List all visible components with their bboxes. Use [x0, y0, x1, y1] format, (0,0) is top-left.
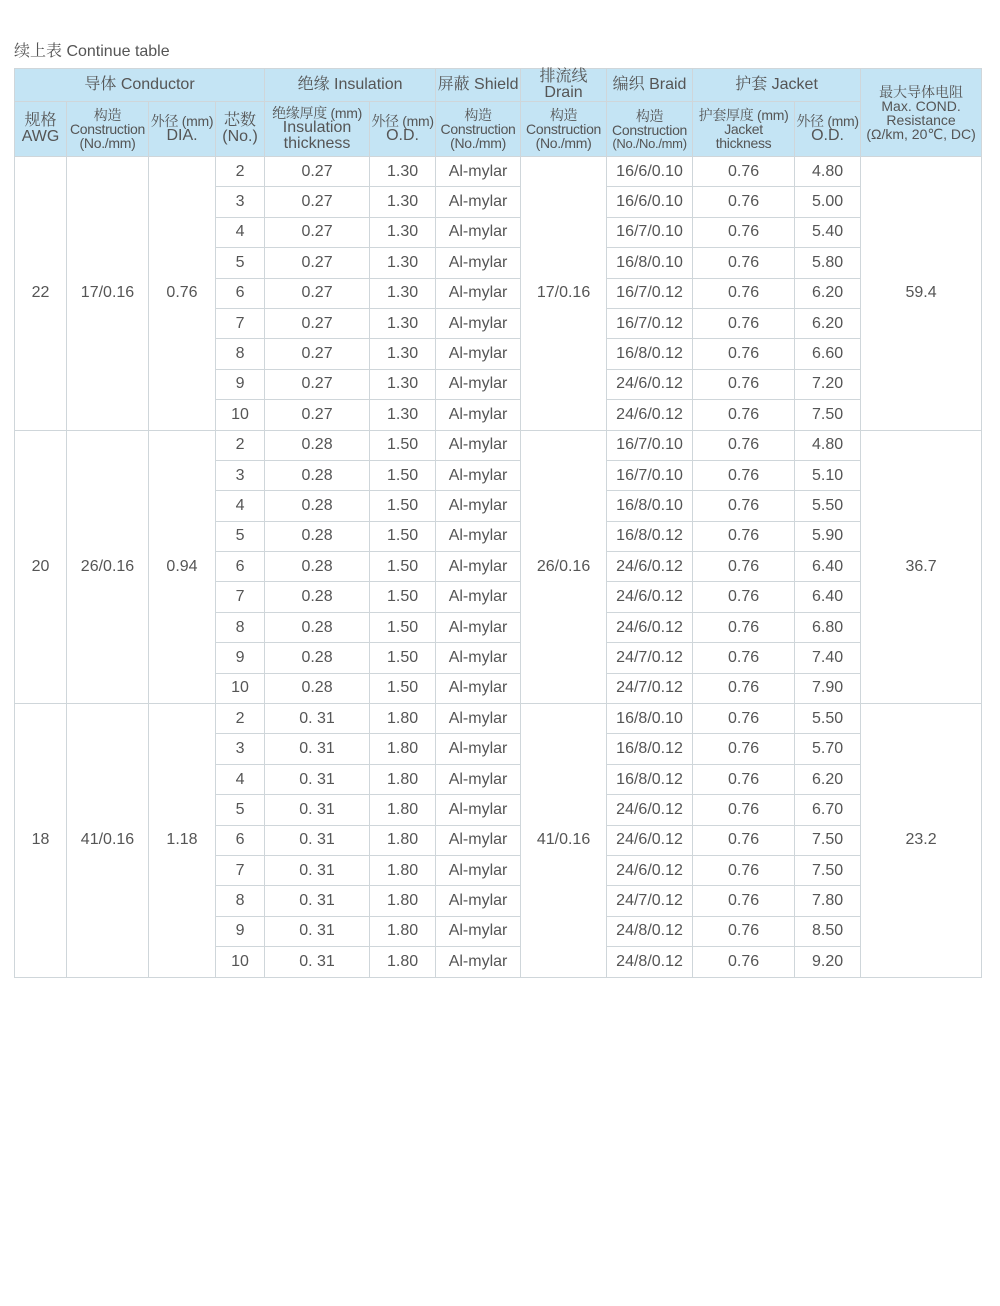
cell-shield: Al-mylar	[436, 217, 521, 247]
cell-ins-thickness: 0. 31	[265, 825, 370, 855]
cell-shield: Al-mylar	[436, 947, 521, 977]
cell-braid: 16/8/0.12	[607, 521, 693, 551]
cell-cores: 4	[216, 491, 265, 521]
col-drain-en: Construction	[526, 121, 602, 137]
cell-ins-thickness: 0.28	[265, 612, 370, 642]
cell-jk-thickness: 0.76	[693, 643, 795, 673]
col-cores	[216, 102, 265, 157]
cell-ins-od: 1.30	[370, 400, 436, 430]
cell-braid: 24/6/0.12	[607, 855, 693, 885]
col-ins-thickness-en1: Insulation	[282, 119, 352, 136]
cell-jk-od: 4.80	[795, 430, 861, 460]
col-jacket-od	[795, 102, 861, 157]
cell-resistance: 59.4	[861, 157, 982, 431]
cell-jk-od: 7.80	[795, 886, 861, 916]
cell-awg: 18	[15, 704, 67, 978]
cell-braid: 24/8/0.12	[607, 947, 693, 977]
cell-ins-thickness: 0.28	[265, 430, 370, 460]
cell-jk-od: 5.40	[795, 217, 861, 247]
cell-braid: 16/6/0.10	[607, 187, 693, 217]
cell-cond-dia: 0.94	[149, 430, 216, 704]
col-cond-dia-en: DIA.	[166, 127, 198, 144]
cell-cores: 9	[216, 369, 265, 399]
col-awg-zh: 规格	[24, 112, 57, 129]
cell-ins-thickness: 0.27	[265, 339, 370, 369]
cell-cores: 6	[216, 552, 265, 582]
cell-ins-od: 1.80	[370, 734, 436, 764]
cell-ins-thickness: 0.28	[265, 582, 370, 612]
col-cores-en: (No.)	[222, 128, 258, 145]
cell-braid: 24/8/0.12	[607, 916, 693, 946]
cell-ins-thickness: 0. 31	[265, 855, 370, 885]
cell-braid: 24/6/0.12	[607, 400, 693, 430]
cell-shield: Al-mylar	[436, 521, 521, 551]
cell-shield: Al-mylar	[436, 825, 521, 855]
col-shield-zh: 构造	[464, 107, 492, 123]
table-row	[15, 430, 982, 460]
header-shield: 屏蔽 Shield	[436, 69, 521, 102]
cell-braid: 24/6/0.12	[607, 612, 693, 642]
cell-shield: Al-mylar	[436, 764, 521, 794]
cell-ins-od: 1.50	[370, 582, 436, 612]
cell-cores: 10	[216, 947, 265, 977]
cell-jk-od: 8.50	[795, 916, 861, 946]
cell-jk-od: 7.40	[795, 643, 861, 673]
cell-ins-od: 1.80	[370, 855, 436, 885]
cell-braid: 16/8/0.12	[607, 339, 693, 369]
cell-cores: 2	[216, 704, 265, 734]
cell-ins-thickness: 0.28	[265, 460, 370, 490]
cell-ins-thickness: 0. 31	[265, 734, 370, 764]
cell-drain: 26/0.16	[521, 430, 607, 704]
cell-cores: 5	[216, 795, 265, 825]
cell-ins-od: 1.50	[370, 643, 436, 673]
cell-jk-od: 5.00	[795, 187, 861, 217]
cell-ins-od: 1.80	[370, 764, 436, 794]
cell-cores: 9	[216, 916, 265, 946]
cell-cond-construction: 17/0.16	[67, 157, 149, 431]
cell-shield: Al-mylar	[436, 582, 521, 612]
cell-ins-od: 1.80	[370, 825, 436, 855]
cell-cores: 2	[216, 430, 265, 460]
cell-shield: Al-mylar	[436, 339, 521, 369]
cell-jk-thickness: 0.76	[693, 369, 795, 399]
cell-resistance: 36.7	[861, 430, 982, 704]
cell-ins-thickness: 0.28	[265, 521, 370, 551]
cell-ins-thickness: 0.27	[265, 400, 370, 430]
col-jacket-thickness	[693, 102, 795, 157]
header-drain: 排流线 Drain	[521, 69, 607, 102]
cell-jk-thickness: 0.76	[693, 825, 795, 855]
col-cond-construction-en: Construction	[70, 121, 145, 137]
cell-jk-thickness: 0.76	[693, 734, 795, 764]
cell-shield: Al-mylar	[436, 673, 521, 703]
cell-cores: 4	[216, 764, 265, 794]
cell-jk-thickness: 0.76	[693, 460, 795, 490]
cell-jk-thickness: 0.76	[693, 582, 795, 612]
cell-shield: Al-mylar	[436, 704, 521, 734]
cell-cond-construction: 26/0.16	[67, 430, 149, 704]
cell-cond-dia: 1.18	[149, 704, 216, 978]
cell-jk-thickness: 0.76	[693, 916, 795, 946]
cell-shield: Al-mylar	[436, 886, 521, 916]
cell-shield: Al-mylar	[436, 430, 521, 460]
cell-shield: Al-mylar	[436, 278, 521, 308]
col-jk-thickness-en2: thickness	[715, 135, 772, 151]
col-awg-en: AWG	[21, 128, 60, 145]
cell-braid: 16/8/0.10	[607, 491, 693, 521]
cell-ins-thickness: 0.27	[265, 248, 370, 278]
cell-jk-od: 5.50	[795, 704, 861, 734]
cell-cores: 7	[216, 855, 265, 885]
cell-braid: 16/8/0.10	[607, 248, 693, 278]
cell-braid: 16/6/0.10	[607, 157, 693, 187]
cell-ins-thickness: 0.27	[265, 369, 370, 399]
col-ins-thickness	[265, 102, 370, 157]
cell-jk-od: 6.20	[795, 278, 861, 308]
cell-braid: 24/7/0.12	[607, 673, 693, 703]
cell-jk-thickness: 0.76	[693, 855, 795, 885]
cell-shield: Al-mylar	[436, 400, 521, 430]
cell-shield: Al-mylar	[436, 916, 521, 946]
cell-ins-thickness: 0. 31	[265, 764, 370, 794]
col-cond-dia-zh: 外径 (mm)	[150, 113, 214, 129]
cell-jk-thickness: 0.76	[693, 248, 795, 278]
col-cond-dia	[149, 102, 216, 157]
cell-cores: 7	[216, 582, 265, 612]
cell-braid: 16/7/0.12	[607, 308, 693, 338]
cell-braid: 16/7/0.10	[607, 217, 693, 247]
col-ins-thickness-en2: thickness	[283, 135, 351, 152]
cell-ins-thickness: 0.28	[265, 491, 370, 521]
cell-ins-od: 1.50	[370, 430, 436, 460]
cell-cores: 4	[216, 217, 265, 247]
cell-drain: 17/0.16	[521, 157, 607, 431]
header-resistance	[861, 69, 982, 157]
cell-braid: 16/7/0.10	[607, 460, 693, 490]
cell-cores: 10	[216, 673, 265, 703]
col-cond-construction-unit: (No./mm)	[79, 135, 136, 151]
cell-shield: Al-mylar	[436, 460, 521, 490]
cell-jk-thickness: 0.76	[693, 704, 795, 734]
header-jacket: 护套 Jacket	[693, 69, 861, 102]
col-shield-unit: (No./mm)	[450, 135, 507, 151]
cell-jk-thickness: 0.76	[693, 157, 795, 187]
cell-braid: 16/7/0.12	[607, 278, 693, 308]
cell-ins-thickness: 0. 31	[265, 947, 370, 977]
header-insulation: 绝缘 Insulation	[265, 69, 436, 102]
header-braid: 编织 Braid	[607, 69, 693, 102]
cell-jk-od: 6.40	[795, 582, 861, 612]
cell-braid: 16/8/0.10	[607, 704, 693, 734]
cell-shield: Al-mylar	[436, 157, 521, 187]
header-resistance-en1: Max. COND.	[881, 97, 961, 114]
cell-jk-thickness: 0.76	[693, 430, 795, 460]
col-jk-od-zh: 外径 (mm)	[796, 113, 859, 129]
col-drain-construction	[521, 102, 607, 157]
cell-awg: 20	[15, 430, 67, 704]
cell-ins-thickness: 0.28	[265, 643, 370, 673]
cell-ins-od: 1.30	[370, 217, 436, 247]
cell-ins-thickness: 0. 31	[265, 795, 370, 825]
cell-ins-od: 1.30	[370, 339, 436, 369]
cell-braid: 24/6/0.12	[607, 369, 693, 399]
cell-braid: 24/7/0.12	[607, 886, 693, 916]
cell-cores: 9	[216, 643, 265, 673]
cell-jk-od: 9.20	[795, 947, 861, 977]
cell-ins-od: 1.80	[370, 947, 436, 977]
cell-jk-thickness: 0.76	[693, 764, 795, 794]
col-cond-construction	[67, 102, 149, 157]
col-ins-od-zh: 外径 (mm)	[371, 113, 434, 129]
cell-cores: 3	[216, 460, 265, 490]
cell-jk-thickness: 0.76	[693, 521, 795, 551]
cell-ins-thickness: 0. 31	[265, 704, 370, 734]
col-drain-zh: 构造	[549, 107, 578, 123]
cell-cores: 8	[216, 886, 265, 916]
cell-jk-od: 5.10	[795, 460, 861, 490]
cell-jk-od: 7.90	[795, 673, 861, 703]
cell-jk-od: 6.60	[795, 339, 861, 369]
cell-shield: Al-mylar	[436, 612, 521, 642]
cell-ins-od: 1.30	[370, 157, 436, 187]
cell-ins-od: 1.30	[370, 187, 436, 217]
cell-jk-thickness: 0.76	[693, 308, 795, 338]
cell-jk-od: 7.50	[795, 400, 861, 430]
cell-ins-od: 1.80	[370, 886, 436, 916]
col-jk-thickness-zh: 护套厚度 (mm)	[698, 107, 789, 123]
cell-ins-od: 1.50	[370, 552, 436, 582]
cell-jk-od: 5.70	[795, 734, 861, 764]
spec-table	[14, 68, 982, 978]
cell-jk-thickness: 0.76	[693, 947, 795, 977]
col-braid-zh: 构造	[635, 107, 664, 124]
col-shield-construction	[436, 102, 521, 157]
col-braid-unit: (No./No./mm)	[612, 135, 687, 151]
cell-cores: 8	[216, 339, 265, 369]
cell-ins-thickness: 0.27	[265, 217, 370, 247]
cell-braid: 24/6/0.12	[607, 825, 693, 855]
cell-ins-od: 1.30	[370, 248, 436, 278]
cell-ins-thickness: 0.27	[265, 308, 370, 338]
cell-ins-thickness: 0.28	[265, 552, 370, 582]
cell-jk-od: 6.70	[795, 795, 861, 825]
cell-jk-thickness: 0.76	[693, 886, 795, 916]
cell-jk-thickness: 0.76	[693, 491, 795, 521]
cell-drain: 41/0.16	[521, 704, 607, 978]
cell-braid: 16/7/0.10	[607, 430, 693, 460]
cell-ins-thickness: 0. 31	[265, 886, 370, 916]
cell-jk-od: 4.80	[795, 157, 861, 187]
cell-jk-od: 7.50	[795, 855, 861, 885]
cell-ins-od: 1.50	[370, 673, 436, 703]
cell-jk-thickness: 0.76	[693, 217, 795, 247]
cell-jk-od: 6.80	[795, 612, 861, 642]
cell-jk-thickness: 0.76	[693, 400, 795, 430]
cell-ins-od: 1.50	[370, 521, 436, 551]
cell-braid: 24/6/0.12	[607, 552, 693, 582]
header-conductor: 导体 Conductor	[15, 69, 265, 102]
cell-jk-od: 7.50	[795, 825, 861, 855]
cell-shield: Al-mylar	[436, 855, 521, 885]
cell-braid: 24/7/0.12	[607, 643, 693, 673]
cell-cond-dia: 0.76	[149, 157, 216, 431]
col-shield-en: Construction	[440, 121, 516, 137]
col-braid-en: Construction	[612, 121, 688, 138]
table-header	[15, 69, 982, 157]
cell-jk-thickness: 0.76	[693, 552, 795, 582]
col-jk-od-en: O.D.	[811, 127, 844, 144]
cell-ins-od: 1.50	[370, 612, 436, 642]
cell-shield: Al-mylar	[436, 369, 521, 399]
cell-resistance: 23.2	[861, 704, 982, 978]
cell-jk-od: 6.40	[795, 552, 861, 582]
cell-ins-thickness: 0.27	[265, 157, 370, 187]
cell-cores: 5	[216, 248, 265, 278]
cell-ins-thickness: 0.28	[265, 673, 370, 703]
cell-ins-thickness: 0.27	[265, 187, 370, 217]
cell-ins-od: 1.30	[370, 369, 436, 399]
table-body	[15, 157, 982, 978]
col-ins-thickness-zh: 绝缘厚度 (mm)	[272, 105, 362, 121]
cell-jk-thickness: 0.76	[693, 187, 795, 217]
table-row	[15, 157, 982, 187]
cell-cores: 7	[216, 308, 265, 338]
cell-shield: Al-mylar	[436, 795, 521, 825]
cell-ins-od: 1.30	[370, 308, 436, 338]
cell-shield: Al-mylar	[436, 643, 521, 673]
cell-shield: Al-mylar	[436, 248, 521, 278]
cell-braid: 16/8/0.12	[607, 764, 693, 794]
header-resistance-unit: (Ω/km, 20℃, DC)	[866, 125, 976, 142]
col-cores-zh: 芯数	[224, 112, 257, 129]
table-row	[15, 704, 982, 734]
cell-jk-thickness: 0.76	[693, 673, 795, 703]
page-title: 续上表 Continue table	[14, 43, 170, 60]
cell-cond-construction: 41/0.16	[67, 704, 149, 978]
cell-cores: 5	[216, 521, 265, 551]
cell-ins-thickness: 0.27	[265, 278, 370, 308]
cell-cores: 2	[216, 157, 265, 187]
col-cond-construction-zh: 构造	[93, 107, 122, 123]
col-ins-od	[370, 102, 436, 157]
cell-jk-od: 6.20	[795, 308, 861, 338]
cell-ins-od: 1.50	[370, 491, 436, 521]
cell-jk-thickness: 0.76	[693, 339, 795, 369]
col-awg	[15, 102, 67, 157]
cell-jk-thickness: 0.76	[693, 612, 795, 642]
cell-jk-od: 5.80	[795, 248, 861, 278]
col-drain-unit: (No./mm)	[535, 135, 592, 151]
col-ins-od-en: O.D.	[386, 127, 419, 144]
cell-cores: 6	[216, 278, 265, 308]
cell-shield: Al-mylar	[436, 308, 521, 338]
cell-braid: 24/6/0.12	[607, 582, 693, 612]
cell-jk-od: 7.20	[795, 369, 861, 399]
cell-jk-thickness: 0.76	[693, 795, 795, 825]
cell-cores: 3	[216, 734, 265, 764]
cell-shield: Al-mylar	[436, 491, 521, 521]
cell-cores: 3	[216, 187, 265, 217]
col-braid-construction	[607, 102, 693, 157]
cell-shield: Al-mylar	[436, 734, 521, 764]
col-jk-thickness-en1: Jacket	[724, 121, 763, 137]
cell-ins-od: 1.80	[370, 704, 436, 734]
cell-shield: Al-mylar	[436, 187, 521, 217]
cell-cores: 8	[216, 612, 265, 642]
header-resistance-zh: 最大导体电阻	[879, 83, 964, 100]
cell-ins-od: 1.30	[370, 278, 436, 308]
cell-braid: 16/8/0.12	[607, 734, 693, 764]
cell-ins-od: 1.80	[370, 916, 436, 946]
cell-jk-od: 6.20	[795, 764, 861, 794]
cell-ins-od: 1.80	[370, 795, 436, 825]
cell-awg: 22	[15, 157, 67, 431]
cell-jk-od: 5.90	[795, 521, 861, 551]
cell-jk-thickness: 0.76	[693, 278, 795, 308]
cell-ins-od: 1.50	[370, 460, 436, 490]
header-resistance-en2: Resistance	[886, 111, 956, 128]
cell-cores: 10	[216, 400, 265, 430]
cell-shield: Al-mylar	[436, 552, 521, 582]
cell-braid: 24/6/0.12	[607, 795, 693, 825]
cell-cores: 6	[216, 825, 265, 855]
cell-ins-thickness: 0. 31	[265, 916, 370, 946]
cell-jk-od: 5.50	[795, 491, 861, 521]
